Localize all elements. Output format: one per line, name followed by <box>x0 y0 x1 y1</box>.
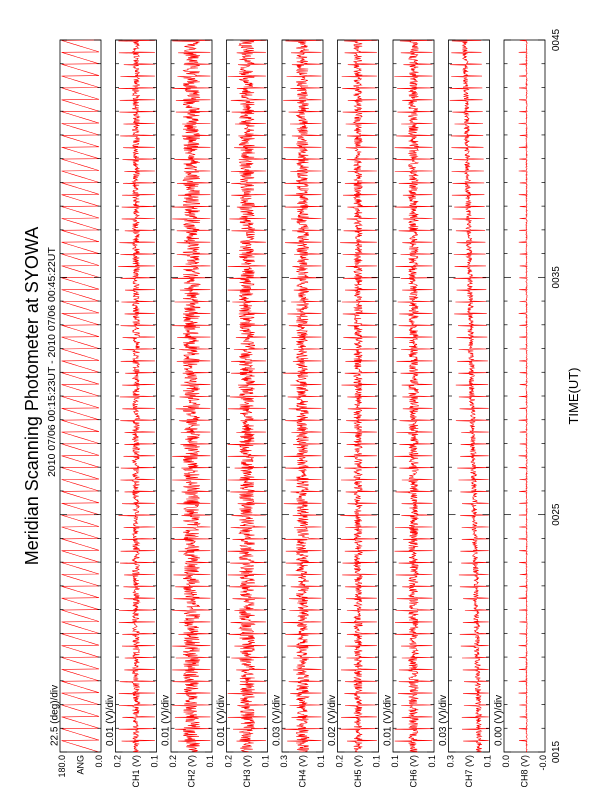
x-tick-label: 0015 <box>551 740 562 764</box>
panel-stack <box>50 40 549 788</box>
y-tick-label: -0.0 <box>538 755 548 771</box>
panel-scale-label: 0.00 (V)/div <box>493 694 505 746</box>
panel-channel-label: CH1 (V) <box>131 755 141 788</box>
panel-channel-label: CH8 (V) <box>519 755 530 788</box>
chart-title: Meridian Scanning Photometer at SYOWA <box>22 226 42 566</box>
y-tick-label: 0.2 <box>168 755 178 768</box>
x-axis-label: TIME(UT) <box>566 367 581 425</box>
x-axis-ticks <box>551 28 562 763</box>
panel-channel-label: CH6 (V) <box>408 755 419 788</box>
panel-channel-label: CH3 (V) <box>242 755 252 788</box>
y-tick-label: 0.0 <box>94 755 104 768</box>
panel-scale-label: 0.03 (V)/div <box>438 694 449 746</box>
panel-scale-label: 0.02 (V)/div <box>327 694 338 746</box>
panel-channel-label: CH7 (V) <box>464 755 474 788</box>
y-tick-label: 0.1 <box>205 755 215 768</box>
panel-ch4 <box>272 40 327 788</box>
panel-scale-label: 0.01 (V)/div <box>105 694 116 746</box>
y-tick-label: 0.1 <box>316 755 326 768</box>
panel-ch8 <box>494 40 549 788</box>
panel-ch2 <box>161 40 216 788</box>
panel-scale-label: 0.01 (V)/div <box>382 694 394 746</box>
y-tick-label: 0.1 <box>371 755 382 768</box>
x-tick-label: 0045 <box>551 28 562 52</box>
y-tick-label: 0.3 <box>445 755 456 768</box>
panel-ch1 <box>105 40 160 788</box>
y-tick-label: 0.1 <box>482 755 493 768</box>
y-tick-label: 0.1 <box>260 755 271 768</box>
panel-scale-label: 0.01 (V)/div <box>160 694 172 746</box>
panel-scale-label: 0.03 (V)/div <box>271 694 283 746</box>
panel-scale-label: 0.01 (V)/div <box>216 694 227 746</box>
x-tick-label: 0025 <box>551 503 562 526</box>
x-tick-label: 0035 <box>551 266 562 289</box>
y-tick-label: 0.2 <box>223 755 234 768</box>
y-tick-label: 0.1 <box>149 755 160 768</box>
panel-ch5 <box>327 40 382 788</box>
y-tick-label: 0.2 <box>334 755 345 768</box>
chart-subtitle: 2010 07/06 00:15:23UT - 2010 07/06 00:45:22UT <box>46 247 58 477</box>
y-tick-label: 0.0 <box>501 755 511 768</box>
panel-ch7 <box>438 40 493 788</box>
y-tick-label: 0.1 <box>390 755 400 768</box>
panel-channel-label: CH2 (V) <box>186 755 197 788</box>
y-tick-label: 0.2 <box>112 755 123 768</box>
panel-ch3 <box>216 40 271 788</box>
y-tick-label: 0.3 <box>279 755 289 768</box>
y-tick-label: 180.0 <box>57 755 67 778</box>
panel-ch6 <box>383 40 438 788</box>
panel-channel-label: ANG <box>75 755 86 775</box>
y-tick-label: 0.1 <box>427 755 437 768</box>
panel-channel-label: CH5 (V) <box>353 755 363 788</box>
panel-scale-label: 22.5 (deg)/div <box>49 684 61 746</box>
panel-channel-label: CH4 (V) <box>297 755 308 788</box>
